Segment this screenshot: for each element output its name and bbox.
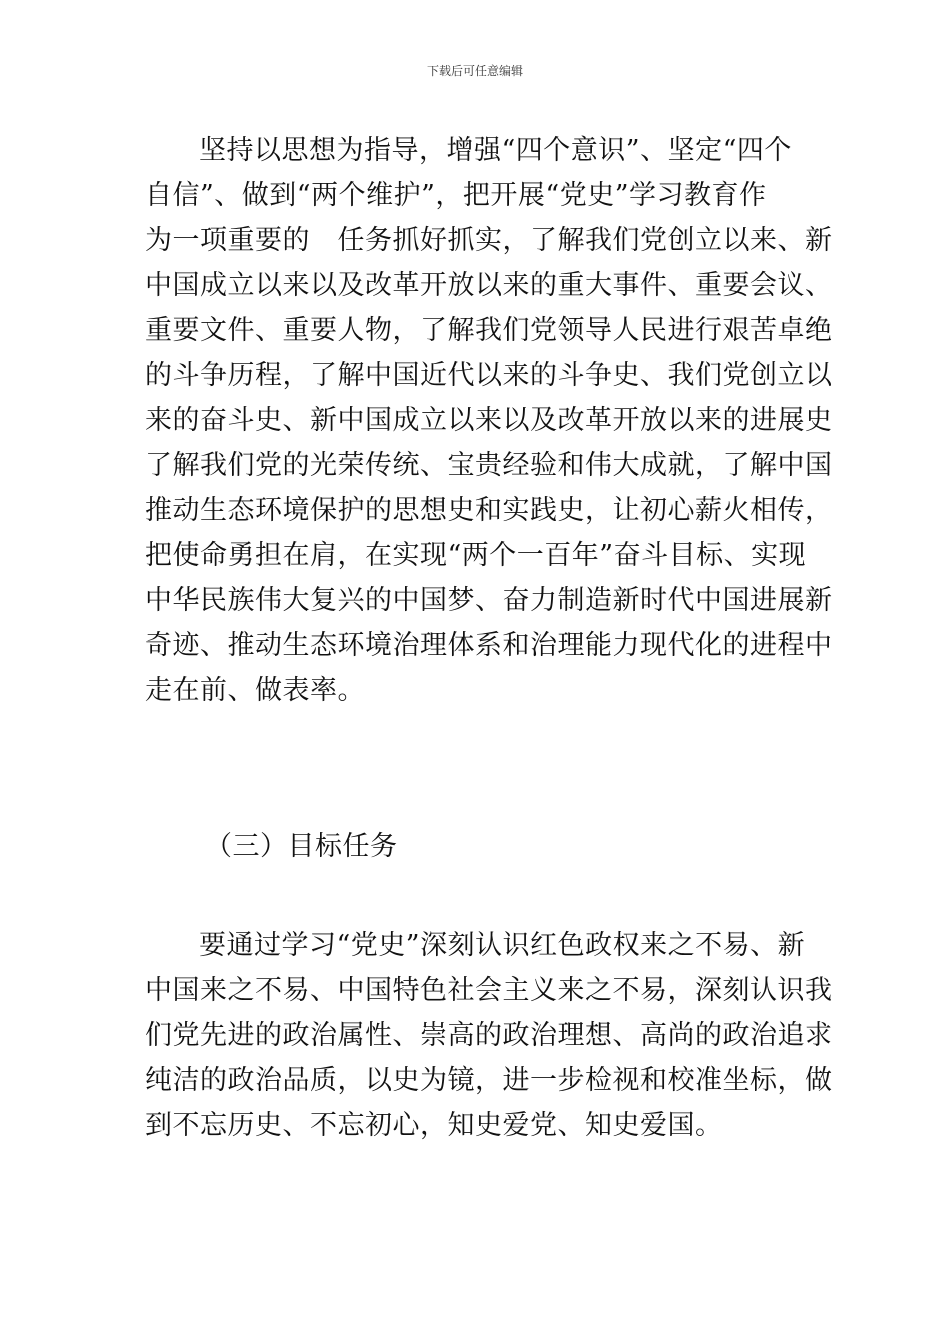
paragraph-2-line: 中国来之不易、中国特色社会主义来之不易，深刻认识我	[145, 975, 833, 1006]
paragraph-1-line: 把使命勇担在肩，在实现“两个一百年”奋斗目标、实现	[145, 540, 807, 571]
paragraph-1-line: 重要文件、重要人物，了解我们党领导人民进行艰苦卓绝	[145, 315, 833, 346]
paragraph-2-line: 到不忘历史、不忘初心，知史爱党、知史爱国。	[145, 1110, 723, 1141]
section-heading	[145, 824, 810, 869]
section-heading-text: （三）目标任务	[205, 831, 398, 862]
paragraph-1-line: 为一项重要的 任务抓好抓实，了解我们党创立以来、新	[145, 225, 833, 256]
paragraph-1	[145, 128, 833, 713]
paragraph-1-line: 的斗争历程，了解中国近代以来的斗争史、我们党创立以	[145, 360, 833, 391]
paragraph-2	[145, 923, 833, 1148]
paragraph-1-line: 走在前、做表率。	[145, 675, 365, 706]
paragraph-2-line: 们党先进的政治属性、崇高的政治理想、高尚的政治追求	[145, 1020, 833, 1051]
paragraph-1-line: 中国成立以来以及改革开放以来的重大事件、重要会议、	[145, 270, 833, 301]
paragraph-1-line: 中华民族伟大复兴的中国梦、奋力制造新时代中国进展新	[145, 585, 833, 616]
paragraph-1-line: 自信”、做到“两个维护”，把开展“党史”学习教育作	[145, 180, 767, 211]
header-note: 下载后可任意编辑	[426, 64, 523, 78]
paragraph-1-line: 推动生态环境保护的思想史和实践史，让初心薪火相传，	[145, 495, 833, 526]
paragraph-2-line: 纯洁的政治品质，以史为镜，进一步检视和校准坐标，做	[145, 1065, 833, 1096]
paragraph-1-line: 了解我们党的光荣传统、宝贵经验和伟大成就，了解中国	[145, 450, 833, 481]
paragraph-2-line: 要通过学习“党史”深刻认识红色政权来之不易、新	[199, 930, 806, 961]
paragraph-1-line: 坚持以思想为指导，增强“四个意识”、坚定“四个	[199, 135, 792, 166]
paragraph-1-line: 来的奋斗史、新中国成立以来以及改革开放以来的进展史	[145, 405, 833, 436]
paragraph-1-line: 奇迹、推动生态环境治理体系和治理能力现代化的进程中	[145, 630, 833, 661]
